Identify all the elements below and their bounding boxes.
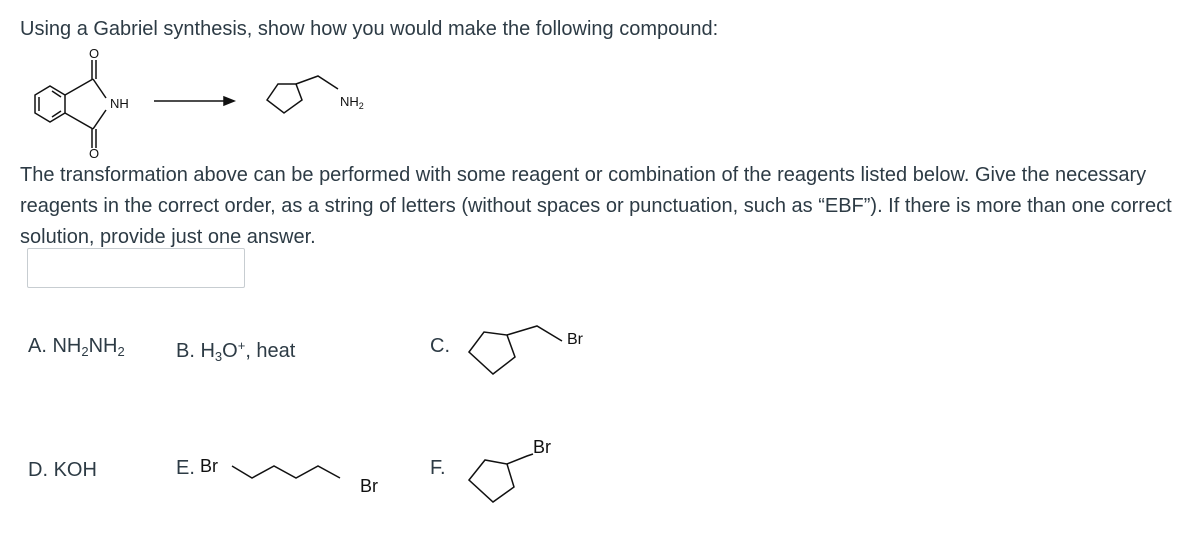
reagent-e-br-left-label: Br (200, 456, 218, 476)
answer-input[interactable] (27, 248, 245, 288)
reactant-oxygen-bottom: O (88, 146, 100, 158)
reactant-nh-label: NH (110, 96, 129, 111)
reagent-f-letter: F. (430, 457, 446, 479)
reagent-b-formula: $H_3O^+$, heat (200, 338, 296, 364)
reactant-oxygen-top: O (88, 48, 100, 61)
reaction-scheme (20, 48, 440, 158)
phthalimide-structure (35, 60, 106, 148)
reagent-e-br-right-label: Br (360, 476, 378, 496)
reagent-e-structure (198, 448, 388, 498)
reagent-d-formula: KOH (53, 459, 97, 481)
reagent-f-br-label: Br (533, 437, 551, 457)
reagent-c-letter: C. (430, 335, 450, 357)
reagent-a (28, 334, 125, 364)
reagent-a-letter: A. (28, 335, 47, 357)
instructions-text: The transformation above can be performed with some reagent or combination of the reagents listed below. Give the necessary reagents in the correct order, as a string of letters (without spaces or punctuation, such as “EBF”). If there is more than one correct solution, provide just one answer. (20, 164, 1172, 248)
reagent-d-letter: D. (28, 459, 48, 481)
reagent-b (176, 334, 295, 369)
reagent-b-letter: B. (176, 340, 195, 362)
reagent-f-structure (455, 432, 585, 532)
reagent-c-structure (455, 315, 605, 385)
question-text: Using a Gabriel synthesis, show how you would make the following compound: (20, 18, 719, 40)
reagent-e-letter: E. (176, 457, 195, 479)
reaction-arrow (154, 97, 234, 105)
product-structure (267, 76, 338, 113)
reagent-d (28, 458, 97, 482)
reagent-a-formula: $NH_2NH_2$ (52, 335, 125, 359)
reagent-c-br-label: Br (567, 331, 583, 348)
product-amine-label: $NH_2$ (340, 94, 364, 111)
